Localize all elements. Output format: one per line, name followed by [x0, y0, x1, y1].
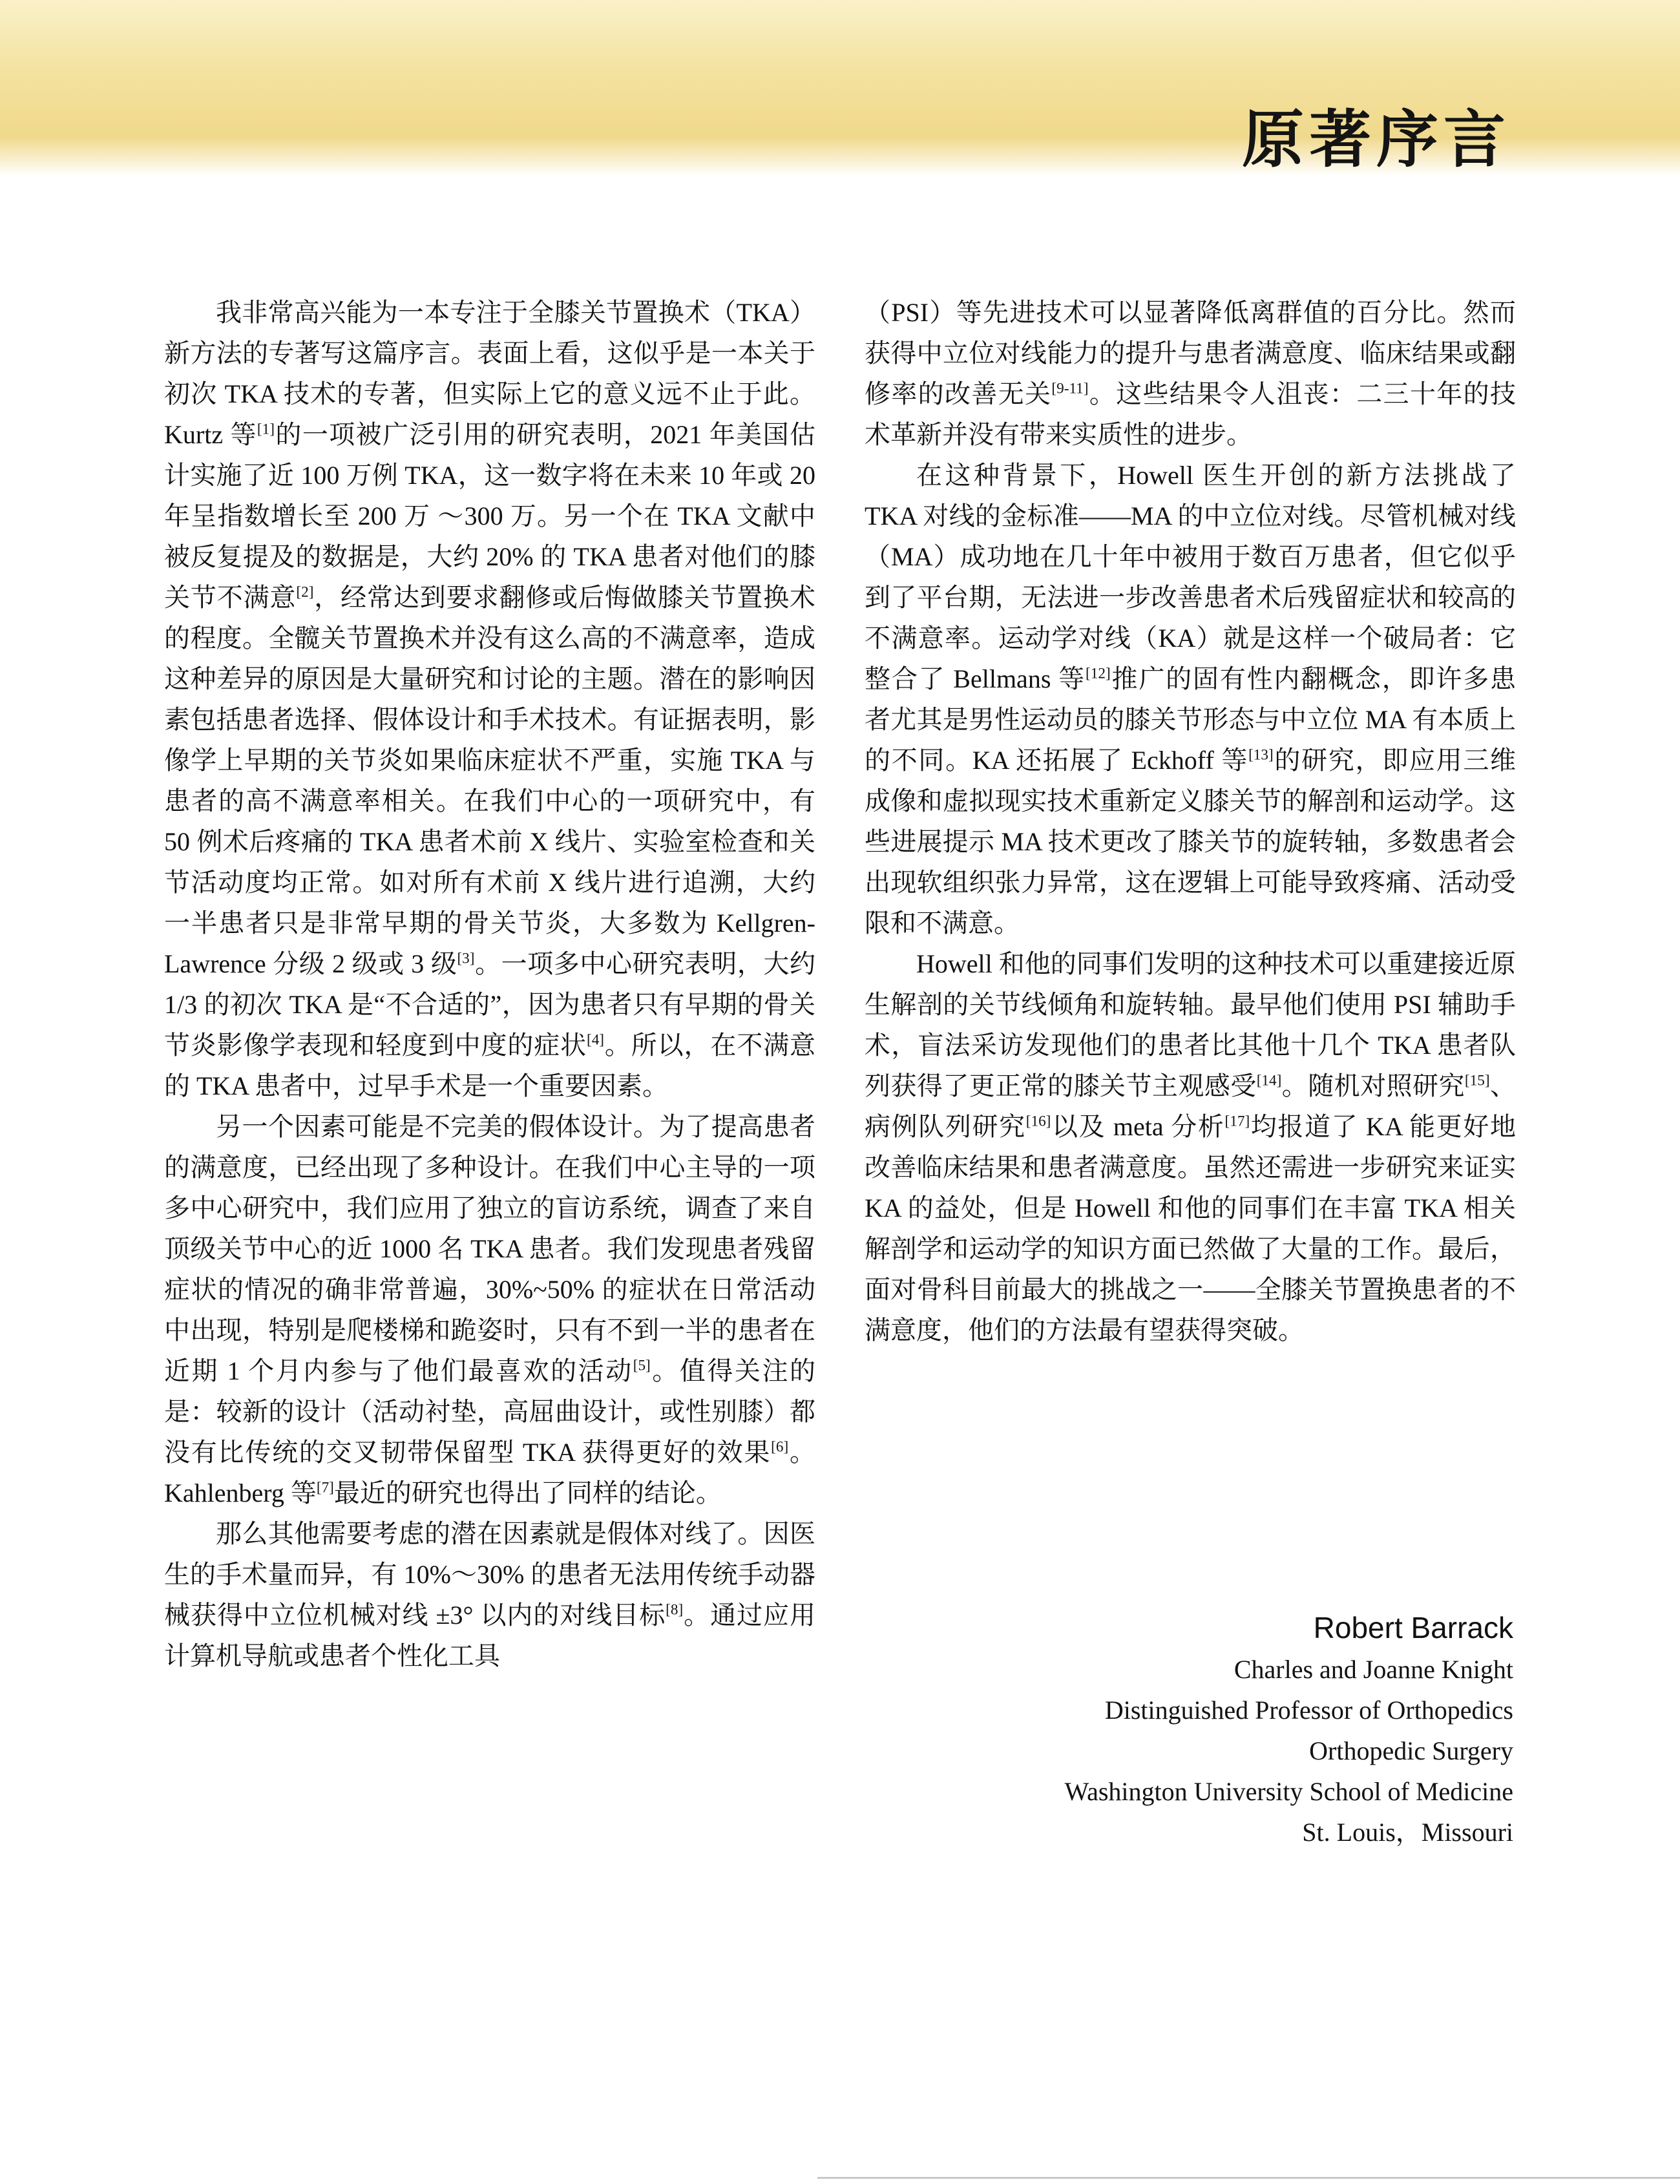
- reference-marker: [1]: [257, 421, 275, 438]
- paragraph: 另一个因素可能是不完美的假体设计。为了提高患者的满意度，已经出现了多种设计。在我们中心主导的一项多中心研究中，我们应用了独立的盲访系统，调查了来自顶级关节中心的近 1000 名 TKA 患者。我们发现患者残留症状的情况的确非常普遍，30%~50% 的症状在日常活动中出现，特别是爬楼梯和跪姿时，只有不到一半的患者在近期 1 个月内参与了他们最喜欢的活动[5]。值得关注的是：较新的设计（活动衬垫，高屈曲设计，或性别膝）都没有比传统的交叉韧带保留型 TKA 获得更好的效果[6]。Kahlenberg 等[7]最近的研究也得出了同样的结论。: [164, 1112, 816, 1507]
- author-name: Robert Barrack: [1313, 1611, 1513, 1644]
- reference-marker: [15]: [1464, 1072, 1490, 1089]
- reference-marker: [16]: [1025, 1113, 1051, 1130]
- reference-marker: [17]: [1224, 1113, 1250, 1130]
- reference-marker: [5]: [633, 1357, 651, 1374]
- reference-marker: [14]: [1256, 1072, 1282, 1089]
- page-edge-line: [817, 2177, 1680, 2179]
- paragraph: Howell 和他的同事们发明的这种技术可以重建接近原生解剖的关节线倾角和旋转轴。最早他们使用 PSI 辅助手术，盲法采访发现他们的患者比其他十几个 TKA 患者队列获得了更正常的膝关节主观感受[14]。随机对照研究[15]、病例队列研究[16]以及 meta 分析[17]均报道了 KA 能更好地改善临床结果和患者满意度。虽然还需进一步研究来证实 KA 的益处，但是 Howell 和他的同事们在丰富 TKA 相关解剖学和运动学的知识方面已然做了大量的工作。最后，面对骨科目前最大的挑战之一——全膝关节置换患者的不满意度，他们的方法最有望获得突破。: [865, 949, 1517, 1345]
- reference-marker: [12]: [1086, 665, 1111, 682]
- reference-marker: [2]: [296, 583, 314, 601]
- author-affiliation: [1065, 1649, 1513, 1853]
- reference-marker: [9-11]: [1051, 380, 1089, 397]
- reference-marker: [7]: [316, 1479, 334, 1496]
- paragraph: 那么其他需要考虑的潜在因素就是假体对线了。因医生的手术量而异，有 10%～30% 的患者无法用传统手动器械获得中立位机械对线 ±3° 以内的对线目标[8]。通过应用计算机导航或患者个性化工具: [164, 1519, 816, 1670]
- affiliation-line: Charles and Joanne Knight: [1234, 1655, 1513, 1684]
- paragraph: 我非常高兴能为一本专注于全膝关节置换术（TKA）新方法的专著写这篇序言。表面上看，这似乎是一本关于初次 TKA 技术的专著，但实际上它的意义远不止于此。Kurtz 等[1]的一项被广泛引用的研究表明，2021 年美国估计实施了近 100 万例 TKA，这一数字将在未来 10 年或 20 年呈指数增长至 200 万 ～300 万。另一个在 TKA 文献中被反复提及的数据是，大约 20% 的 TKA 患者对他们的膝关节不满意[2]，经常达到要求翻修或后悔做膝关节置换术的程度。全髋关节置换术并没有这么高的不满意率，造成这种差异的原因是大量研究和讨论的主题。潜在的影响因素包括患者选择、假体设计和手术技术。有证据表明，影像学上早期的关节炎如果临床症状不严重，实施 TKA 与患者的高不满意率相关。在我们中心的一项研究中，有 50 例术后疼痛的 TKA 患者术前 X 线片、实验室检查和关节活动度均正常。如对所有术前 X 线片进行追溯，大约一半患者只是非常早期的骨关节炎，大多数为 Kellgren-Lawrence 分级 2 级或 3 级[3]。一项多中心研究表明，大约 1/3 的初次 TKA 是“不合适的”，因为患者只有早期的骨关节炎影像学表现和轻度到中度的症状[4]。所以，在不满意的 TKA 患者中，过早手术是一个重要因素。: [164, 298, 816, 1100]
- paragraph: 在这种背景下，Howell 医生开创的新方法挑战了 TKA 对线的金标准——MA 的中立位对线。尽管机械对线（MA）成功地在几十年中被用于数百万患者，但它似乎到了平台期，无法进一步改善患者术后残留症状和较高的不满意率。运动学对线（KA）就是这样一个破局者：它整合了 Bellmans 等[12]推广的固有性内翻概念，即许多患者尤其是男性运动员的膝关节形态与中立位 MA 有本质上的不同。KA 还拓展了 Eckhoff 等[13]的研究，即应用三维成像和虚拟现实技术重新定义膝关节的解剖和运动学。这些进展提示 MA 技术更改了膝关节的旋转轴，多数患者会出现软组织张力异常，这在逻辑上可能导致疼痛、活动受限和不满意。: [865, 461, 1517, 938]
- affiliation-line: St. Louis，Missouri: [1302, 1818, 1513, 1847]
- reference-marker: [13]: [1248, 746, 1274, 764]
- affiliation-line: Distinguished Professor of Orthopedics: [1104, 1696, 1513, 1725]
- text-column-left: [164, 292, 815, 1676]
- reference-marker: [4]: [586, 1031, 605, 1049]
- affiliation-line: Washington University School of Medicine: [1064, 1777, 1513, 1806]
- paragraph: （PSI）等先进技术可以显著降低离群值的百分比。然而获得中立位对线能力的提升与患者满意度、临床结果或翻修率的改善无关[9-11]。这些结果令人沮丧：二三十年的技术革新并没有带来实质性的进步。: [865, 298, 1516, 449]
- text-column-right: [865, 292, 1516, 1350]
- header-banner: [0, 0, 1680, 176]
- reference-marker: [8]: [666, 1601, 684, 1619]
- signature-block: [1065, 1606, 1513, 1853]
- affiliation-line: Orthopedic Surgery: [1309, 1736, 1513, 1765]
- reference-marker: [6]: [771, 1438, 789, 1456]
- page-title: 原著序言: [1242, 105, 1511, 175]
- reference-marker: [3]: [457, 950, 475, 967]
